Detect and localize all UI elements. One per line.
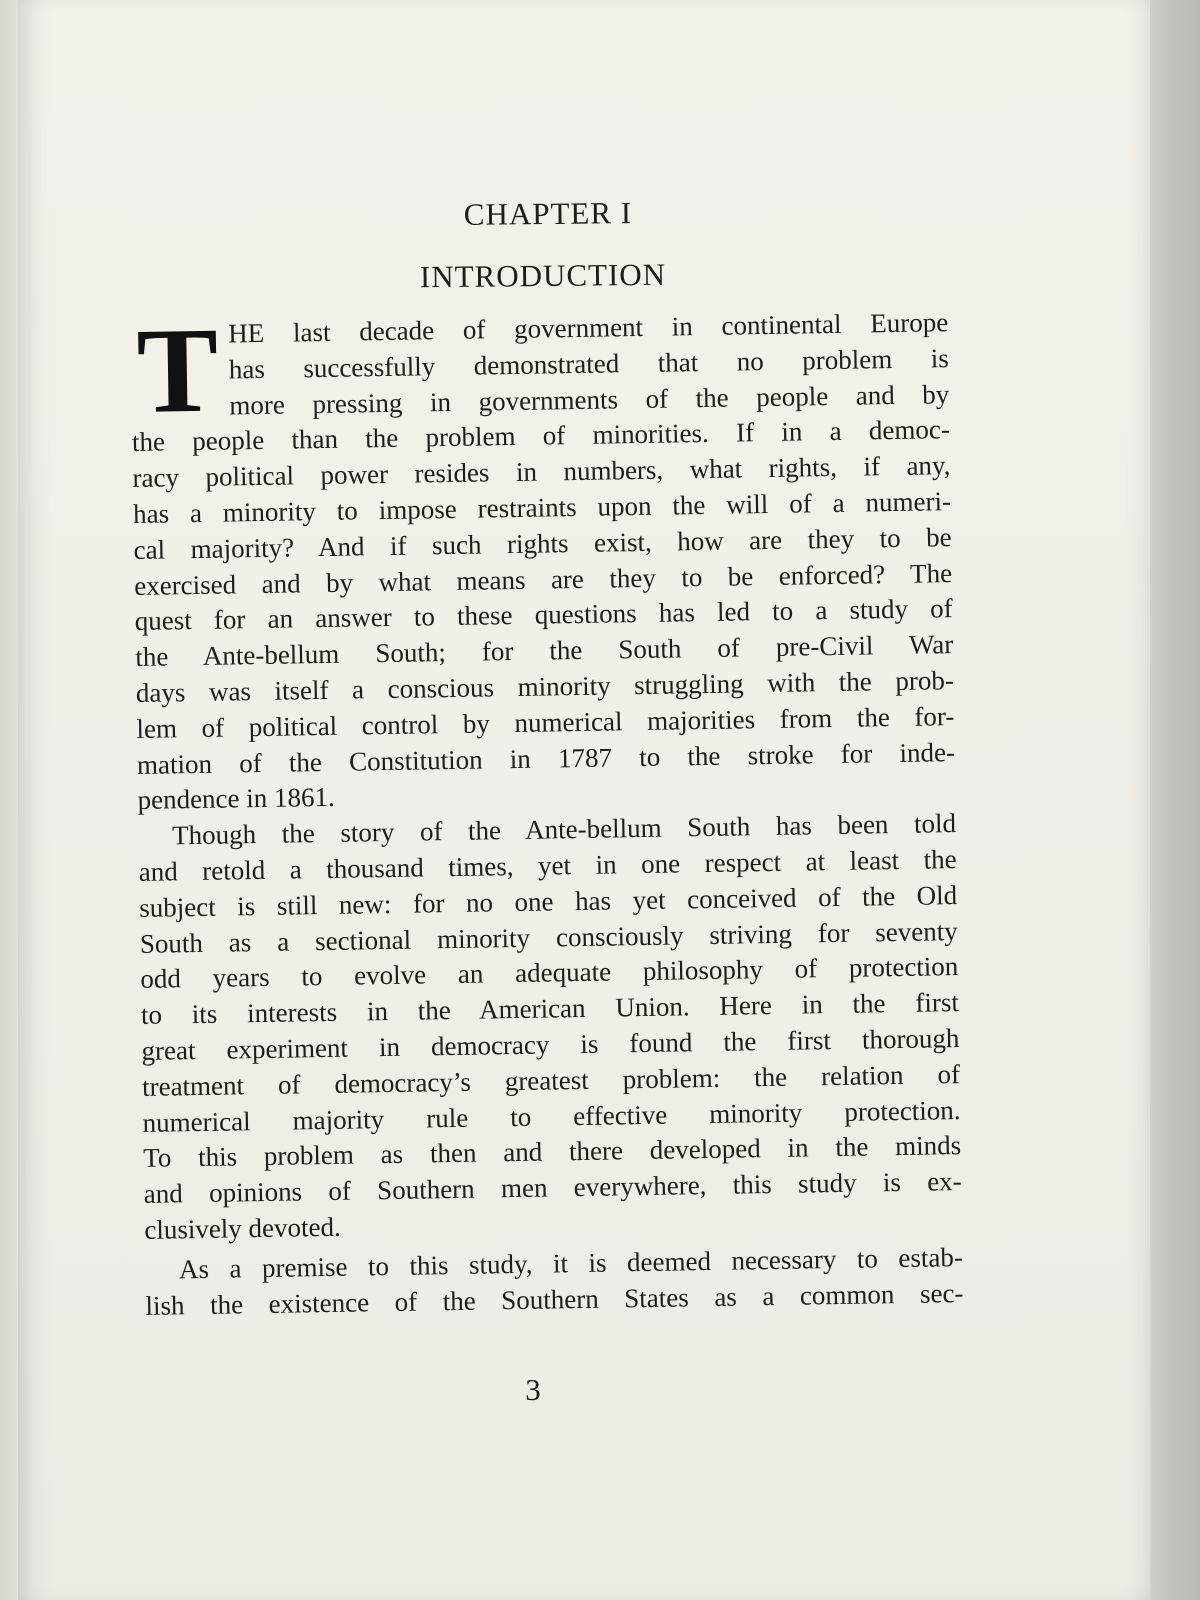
- text-line: HE last decade of government in continental Europe: [228, 307, 949, 349]
- text-line: South as a sectional minority consciously striving for seventy: [139, 915, 958, 959]
- page-number: 3: [525, 1372, 541, 1407]
- text-line: more pressing in governments of the people and by: [229, 378, 950, 421]
- text-line: days was itself a conscious minority struggling with the prob-: [135, 665, 955, 708]
- book-page: [18, 0, 1150, 1600]
- text-line: subject is still new: for no one has yet conceived of the Old: [139, 879, 958, 923]
- text-line: exercised and by what means are they to be enforced? The: [133, 557, 953, 601]
- text-line: odd years to evolve an adequate philosophy of protection: [140, 951, 959, 995]
- text-line: quest for an answer to these questions has led to a study of: [134, 593, 953, 637]
- text-line: As a premise to this study, it is deemed necessary to estab-: [178, 1241, 964, 1285]
- text-line: the Ante-bellum South; for the South of pre-Civil War: [135, 629, 954, 673]
- text-line: To this problem as then and there developed in the minds: [142, 1130, 962, 1174]
- paragraph-2: [138, 806, 963, 1248]
- text-line: has successfully demonstrated that no problem is: [228, 342, 949, 385]
- text-line: Though the story of the Ante-bellum South has been told: [171, 808, 957, 851]
- text-line: has a minority to impose restraints upon the will of a numeri-: [132, 486, 952, 529]
- text-line: and opinions of Southern men everywhere, this study is ex-: [143, 1166, 962, 1210]
- text-line: lish the existence of the Southern States as a common sec-: [145, 1277, 964, 1321]
- text-line: lem of political control by numerical majorities from the for-: [136, 700, 955, 744]
- paragraph-1: [130, 302, 956, 819]
- text-line: to its interests in the American Union. Here in the first: [140, 987, 960, 1031]
- text-line: the people than the problem of minorities. If in a democ-: [131, 414, 951, 458]
- text-line: pendence in 1861.: [137, 782, 335, 816]
- text-line: great experiment in democracy is found the first thorough: [141, 1023, 960, 1066]
- text-line: cal majority? And if such rights exist, how are they to be: [133, 521, 952, 565]
- chapter-title: INTRODUCTION: [419, 256, 667, 295]
- chapter-heading: CHAPTER I: [463, 195, 633, 232]
- text-line: treatment of democracy’s greatest problem: the relation of: [141, 1058, 961, 1102]
- text-line: numerical majority rule to effective minority protection.: [142, 1094, 961, 1138]
- paragraph-3: [145, 1240, 964, 1324]
- body-text: [130, 302, 964, 1324]
- drop-cap: T: [135, 302, 220, 439]
- text-line: and retold a thousand times, yet in one respect at least the: [138, 844, 957, 887]
- text-line: clusively devoted.: [144, 1211, 341, 1245]
- text-line: racy political power resides in numbers, what rights, if any,: [132, 450, 951, 494]
- text-line: mation of the Constitution in 1787 to the stroke for inde-: [136, 736, 956, 780]
